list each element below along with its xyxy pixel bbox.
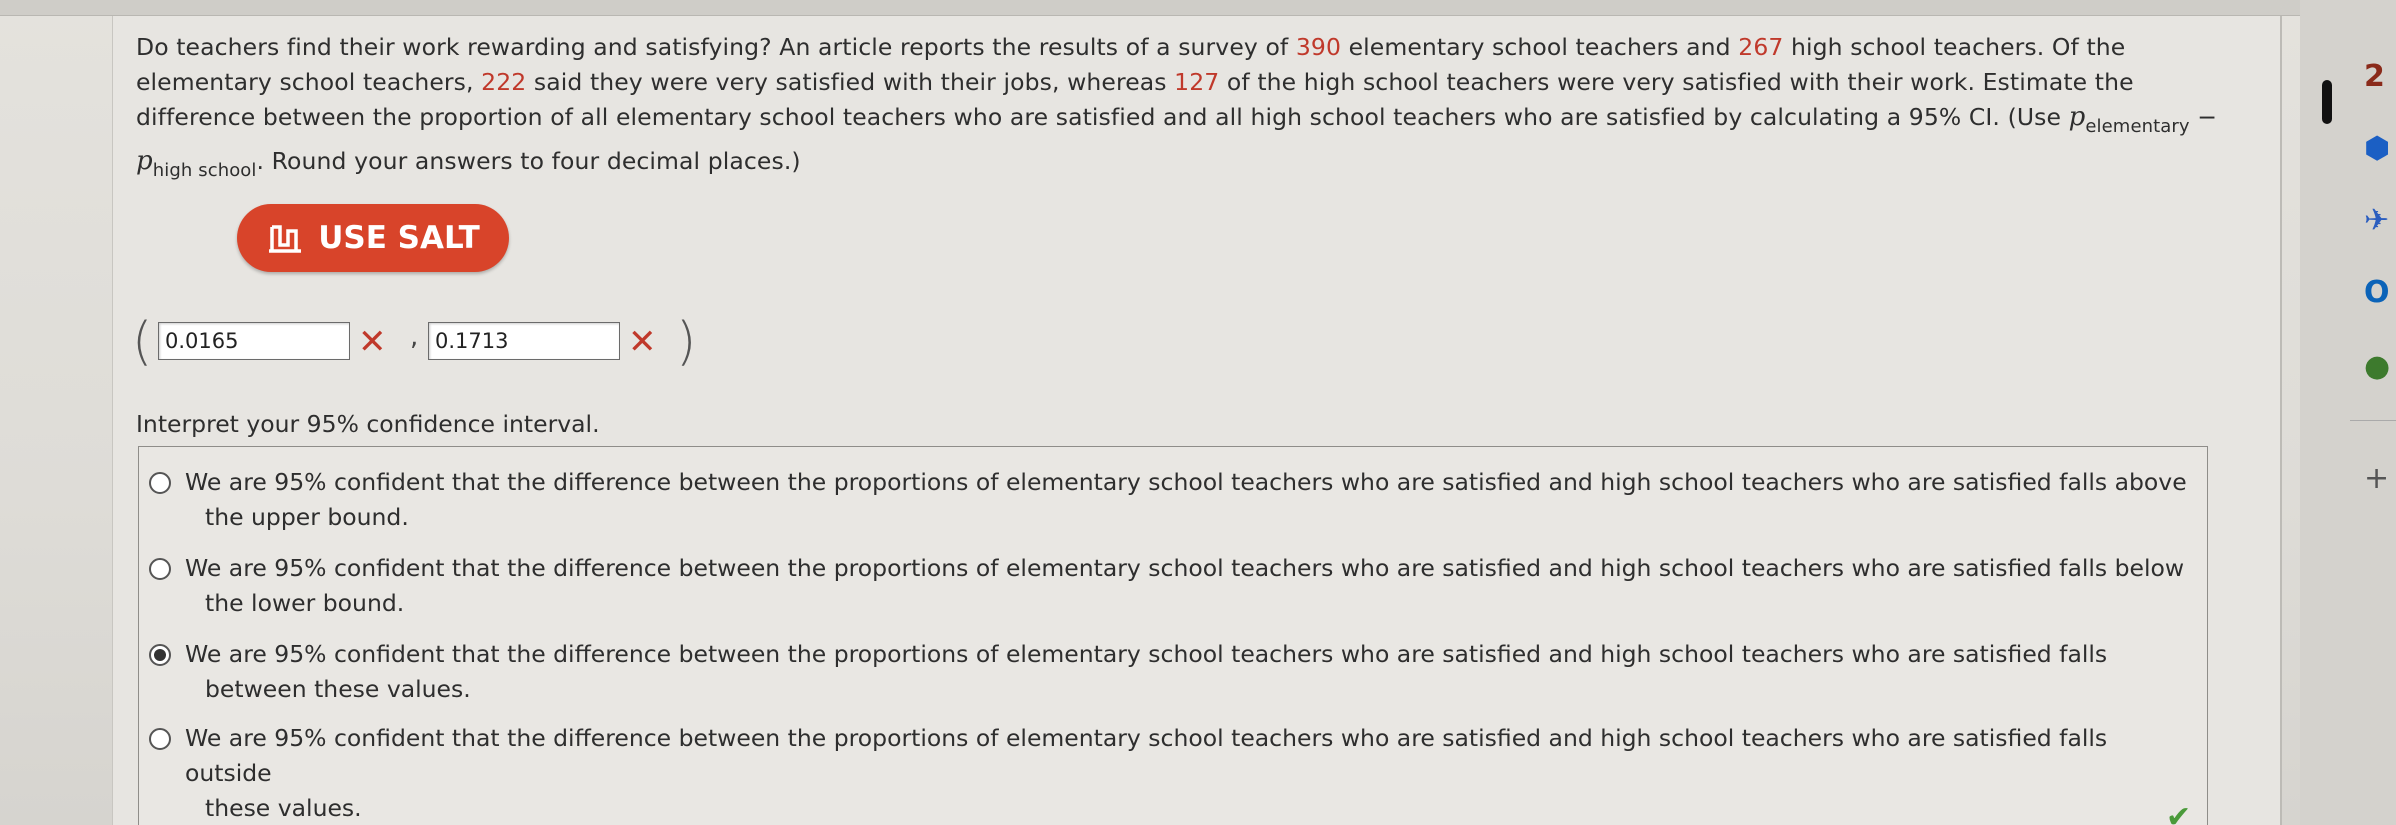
sidebar-app-icon-2[interactable]: ⬢ — [2364, 131, 2391, 166]
interpret-label: Interpret your 95% confidence interval. — [136, 410, 600, 438]
upper-incorrect-icon: ✕ — [628, 322, 657, 362]
question-text: Do teachers find their work rewarding and satisfying? An article reports the results of a survey of 390 elementary school teachers and 267 high school teachers. Of the elementary school teachers, 222 said they were very satisfied with their jobs, whereas 127 of the high school teachers were very satisfied with their work. Estimate the difference between the proportion of all elementary school teachers who are satisfied and all high school teachers who are satisfied by calculating a 95% CI. (Use $p_{elementary} - p_{high school}$. Round your answers to four decimal places.) — [136, 33, 2218, 181]
confidence-interval-row — [132, 312, 732, 372]
sidebar-add-icon[interactable]: + — [2364, 461, 2390, 496]
x-high: 127 — [1174, 68, 1220, 96]
radio-outside[interactable] — [149, 728, 171, 750]
top-strip — [0, 0, 2300, 16]
options-box — [138, 446, 2208, 825]
n-elementary: 390 — [1295, 33, 1342, 61]
sidebar-divider — [2350, 420, 2396, 421]
use-salt-button[interactable] — [237, 204, 509, 272]
option-above-upper[interactable]: We are 95% confident that the difference between the proportions of elementary school teachers who are satisfied and high school teachers who are satisfied falls above the upper bound. — [149, 465, 2189, 535]
sidebar-app-icon-1[interactable]: 2 — [2364, 59, 2385, 94]
radio-above-upper[interactable] — [149, 472, 171, 494]
scrollbar-thumb[interactable] — [2322, 80, 2332, 124]
x-elementary: 222 — [481, 68, 527, 96]
open-paren: ( — [132, 312, 153, 372]
lower-bound-input[interactable]: 0.0165 — [158, 322, 350, 360]
radio-between[interactable] — [149, 644, 171, 666]
sidebar-send-icon[interactable]: ✈ — [2364, 203, 2390, 238]
radio-below-lower[interactable] — [149, 558, 171, 580]
option-between[interactable]: We are 95% confident that the difference between the proportions of elementary school teachers who are satisfied and high school teachers who are satisfied falls between these values. — [149, 637, 2189, 707]
close-paren: ) — [676, 312, 697, 372]
browser-sidebar — [2300, 0, 2396, 825]
option-outside[interactable]: We are 95% confident that the difference between the proportions of elementary school teachers who are satisfied and high school teachers who are satisfied falls outside these values. — [149, 721, 2189, 825]
salt-chart-icon — [266, 221, 304, 255]
lower-incorrect-icon: ✕ — [358, 322, 387, 362]
sidebar-outlook-icon[interactable]: O — [2364, 275, 2390, 310]
n-high: 267 — [1738, 33, 1784, 61]
use-salt-label: USE SALT — [318, 220, 480, 256]
upper-bound-input[interactable]: 0.1713 — [428, 322, 620, 360]
correct-check-icon: ✔ — [2166, 800, 2192, 825]
sidebar-app-icon-5[interactable]: ● — [2364, 349, 2391, 384]
option-below-lower[interactable]: We are 95% confident that the difference between the proportions of elementary school teachers who are satisfied and high school teachers who are satisfied falls below the lower bound. — [149, 551, 2189, 621]
comma: , — [410, 322, 419, 352]
